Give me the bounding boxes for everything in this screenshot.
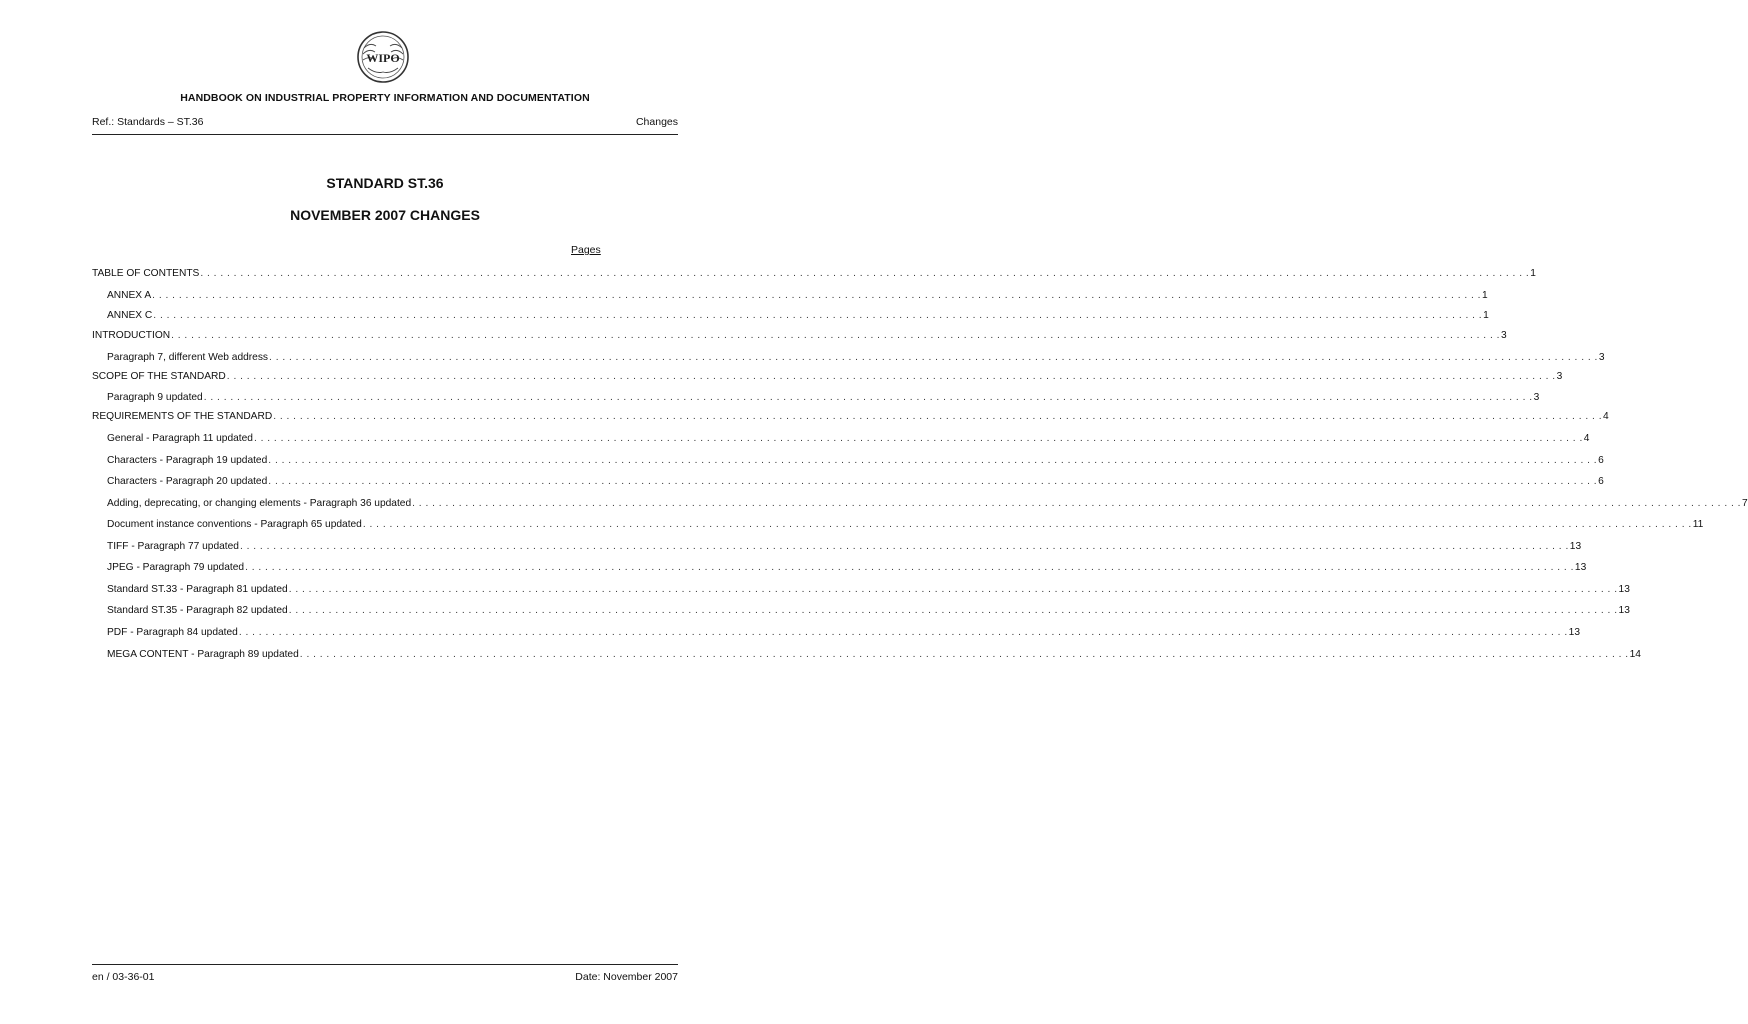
toc-entry-page: 3 — [1598, 352, 1605, 363]
toc-entry-page: 4 — [1583, 433, 1590, 444]
toc-entry[interactable] — [92, 267, 1536, 281]
document-date: Date: November 2007 — [575, 971, 678, 983]
toc-leader-dots: . . . . . . . . . . . . . . . . . . . . . . . . . . . . . . . . . . . . . . . . . . . . . . . . . . . . . . . . . . . . . . . . . . . . . . . . . . . . . . . . . . . . . . . . . . . . . . . . . . . . . . . . . . . . . . . . . . . . . . . . . . . . . . . . . . . . . . . . . . . . . . . . . . . . . . . . . . . . . . . . . . . . . . . . . . . . . . . . . . . . . . . . . . . . . . . . . . . . . . . . — [226, 371, 1556, 382]
toc-entry[interactable] — [107, 540, 1582, 554]
toc-entry-page: 13 — [1574, 562, 1587, 573]
toc-entry-label: Document instance conventions - Paragraph 65 updated — [107, 519, 362, 530]
toc-entry-label: Standard ST.33 - Paragraph 81 updated — [107, 584, 288, 595]
toc-entry-page: 13 — [1569, 541, 1582, 552]
toc-leader-dots: . . . . . . . . . . . . . . . . . . . . . . . . . . . . . . . . . . . . . . . . . . . . . . . . . . . . . . . . . . . . . . . . . . . . . . . . . . . . . . . . . . . . . . . . . . . . . . . . . . . . . . . . . . . . . . . . . . . . . . . . . . . . . . . . . . . . . . . . . . . . . . . . . . . . . . . . . . . . . . . . . . . . . . . . . . . . . . . . . . . . . . . . . . . . . . . . . . . . . . . . — [268, 476, 1598, 487]
toc-entry-label: ANNEX A — [107, 290, 152, 301]
toc-leader-dots: . . . . . . . . . . . . . . . . . . . . . . . . . . . . . . . . . . . . . . . . . . . . . . . . . . . . . . . . . . . . . . . . . . . . . . . . . . . . . . . . . . . . . . . . . . . . . . . . . . . . . . . . . . . . . . . . . . . . . . . . . . . . . . . . . . . . . . . . . . . . . . . . . . . . . . . . . . . . . . . . . . . . . . . . . . . . . . . . . . . . . . . . . . . . . . . . . . . . . . . . — [253, 433, 1583, 444]
toc-entry[interactable] — [107, 648, 1641, 662]
toc-entry[interactable] — [107, 309, 1489, 323]
toc-entry-page: 7 — [1741, 498, 1748, 509]
reference-label: Ref.: Standards – ST.36 — [92, 116, 204, 128]
toc-entry-page: 13 — [1568, 627, 1581, 638]
toc-entry[interactable] — [107, 432, 1590, 446]
toc-entry-page: 1 — [1483, 310, 1489, 321]
document-code: en / 03-36-01 — [92, 971, 155, 983]
toc-entry-page: 4 — [1603, 411, 1609, 422]
page-footer — [92, 964, 678, 987]
toc-entry-label: REQUIREMENTS OF THE STANDARD — [92, 411, 273, 422]
toc-entry-label: Paragraph 9 updated — [107, 392, 203, 403]
toc-entry[interactable] — [107, 518, 1704, 532]
toc-entry[interactable] — [107, 475, 1604, 489]
toc-leader-dots: . . . . . . . . . . . . . . . . . . . . . . . . . . . . . . . . . . . . . . . . . . . . . . . . . . . . . . . . . . . . . . . . . . . . . . . . . . . . . . . . . . . . . . . . . . . . . . . . . . . . . . . . . . . . . . . . . . . . . . . . . . . . . . . . . . . . . . . . . . . . . . . . . . . . . . . . . . . . . . . . . . . . . . . . . . . . . . . . . . . . . . . . . . . . . . . . . . . . . . . . — [153, 310, 1483, 321]
toc-entry[interactable] — [92, 410, 1609, 424]
toc-entry[interactable] — [107, 497, 1748, 511]
toc-leader-dots: . . . . . . . . . . . . . . . . . . . . . . . . . . . . . . . . . . . . . . . . . . . . . . . . . . . . . . . . . . . . . . . . . . . . . . . . . . . . . . . . . . . . . . . . . . . . . . . . . . . . . . . . . . . . . . . . . . . . . . . . . . . . . . . . . . . . . . . . . . . . . . . . . . . . . . . . . . . . . . . . . . . . . . . . . . . . . . . . . . . . . . . . . . . . . . . . . . . . . . . . — [200, 268, 1530, 279]
toc-entry-label: TIFF - Paragraph 77 updated — [107, 541, 239, 552]
section-label: Changes — [635, 116, 678, 128]
toc-leader-dots: . . . . . . . . . . . . . . . . . . . . . . . . . . . . . . . . . . . . . . . . . . . . . . . . . . . . . . . . . . . . . . . . . . . . . . . . . . . . . . . . . . . . . . . . . . . . . . . . . . . . . . . . . . . . . . . . . . . . . . . . . . . . . . . . . . . . . . . . . . . . . . . . . . . . . . . . . . . . . . . . . . . . . . . . . . . . . . . . . . . . . . . . . . . . . . . . . . . . . . . . — [152, 290, 1482, 301]
toc-entry-page: 3 — [1556, 371, 1563, 382]
toc-entry[interactable] — [107, 289, 1488, 303]
toc-leader-dots: . . . . . . . . . . . . . . . . . . . . . . . . . . . . . . . . . . . . . . . . . . . . . . . . . . . . . . . . . . . . . . . . . . . . . . . . . . . . . . . . . . . . . . . . . . . . . . . . . . . . . . . . . . . . . . . . . . . . . . . . . . . . . . . . . . . . . . . . . . . . . . . . . . . . . . . . . . . . . . . . . . . . . . . . . . . . . . . . . . . . . . . . . . . . . . . . . . . . . . . . — [269, 352, 1598, 363]
toc-entry-page: 14 — [1629, 649, 1641, 660]
reference-header — [92, 116, 678, 135]
toc-entry[interactable] — [107, 626, 1581, 640]
toc-leader-dots: . . . . . . . . . . . . . . . . . . . . . . . . . . . . . . . . . . . . . . . . . . . . . . . . . . . . . . . . . . . . . . . . . . . . . . . . . . . . . . . . . . . . . . . . . . . . . . . . . . . . . . . . . . . . . . . . . . . . . . . . . . . . . . . . . . . . . . . . . . . . . . . . . . . . . . . . . . . . . . . . . . . . . . . . . . . . . . . . . . . . . . . . . . . . . . . . . . . . . . . . — [288, 605, 1618, 616]
toc-entry[interactable] — [107, 604, 1630, 618]
wipo-logo — [356, 30, 410, 84]
toc-leader-dots: . . . . . . . . . . . . . . . . . . . . . . . . . . . . . . . . . . . . . . . . . . . . . . . . . . . . . . . . . . . . . . . . . . . . . . . . . . . . . . . . . . . . . . . . . . . . . . . . . . . . . . . . . . . . . . . . . . . . . . . . . . . . . . . . . . . . . . . . . . . . . . . . . . . . . . . . . . . . . . . . . . . . . . . . . . . . . . . . . . . . . . . . . . . . . . . . . . . . . . . . — [362, 519, 1692, 530]
toc-entry-page: 6 — [1598, 476, 1604, 487]
toc-entry-page: 13 — [1618, 605, 1630, 616]
toc-entry-label: PDF - Paragraph 84 updated — [107, 627, 238, 638]
pages-column-header: Pages — [571, 244, 601, 256]
toc-leader-dots: . . . . . . . . . . . . . . . . . . . . . . . . . . . . . . . . . . . . . . . . . . . . . . . . . . . . . . . . . . . . . . . . . . . . . . . . . . . . . . . . . . . . . . . . . . . . . . . . . . . . . . . . . . . . . . . . . . . . . . . . . . . . . . . . . . . . . . . . . . . . . . . . . . . . . . . . . . . . . . . . . . . . . . . . . . . . . . . . . . . . . . . . . . . . . . . . . . . . . . . . — [239, 541, 1569, 552]
toc-leader-dots: . . . . . . . . . . . . . . . . . . . . . . . . . . . . . . . . . . . . . . . . . . . . . . . . . . . . . . . . . . . . . . . . . . . . . . . . . . . . . . . . . . . . . . . . . . . . . . . . . . . . . . . . . . . . . . . . . . . . . . . . . . . . . . . . . . . . . . . . . . . . . . . . . . . . . . . . . . . . . . . . . . . . . . . . . . . . . . . . . . . . . . . . . . . . . . . . . . . . . . . . — [238, 627, 1568, 638]
toc-entry-label: Characters - Paragraph 19 updated — [107, 455, 268, 466]
toc-leader-dots: . . . . . . . . . . . . . . . . . . . . . . . . . . . . . . . . . . . . . . . . . . . . . . . . . . . . . . . . . . . . . . . . . . . . . . . . . . . . . . . . . . . . . . . . . . . . . . . . . . . . . . . . . . . . . . . . . . . . . . . . . . . . . . . . . . . . . . . . . . . . . . . . . . . . . . . . . . . . . . . . . . . . . . . . . . . . . . . . . . . . . . . . . . . . . . . . . . . . . . . . — [245, 562, 1574, 573]
toc-entry[interactable] — [107, 561, 1587, 575]
toc-entry-label: General - Paragraph 11 updated — [107, 433, 253, 444]
toc-entry-page: 3 — [1500, 330, 1507, 341]
toc-entry-page: 1 — [1530, 268, 1536, 279]
document-title: STANDARD ST.36 — [326, 175, 444, 191]
toc-entry-label: Characters - Paragraph 20 updated — [107, 476, 268, 487]
toc-entry[interactable] — [92, 329, 1507, 343]
toc-entry-page: 3 — [1533, 392, 1540, 403]
document-subtitle: NOVEMBER 2007 CHANGES — [290, 207, 480, 223]
toc-entry[interactable] — [107, 583, 1630, 597]
toc-entry-page: 1 — [1482, 290, 1488, 301]
toc-entry-label: Paragraph 7, different Web address — [107, 352, 269, 363]
toc-entry-page: 13 — [1618, 584, 1630, 595]
toc-leader-dots: . . . . . . . . . . . . . . . . . . . . . . . . . . . . . . . . . . . . . . . . . . . . . . . . . . . . . . . . . . . . . . . . . . . . . . . . . . . . . . . . . . . . . . . . . . . . . . . . . . . . . . . . . . . . . . . . . . . . . . . . . . . . . . . . . . . . . . . . . . . . . . . . . . . . . . . . . . . . . . . . . . . . . . . . . . . . . . . . . . . . . . . . . . . . . . . . . . . . . . . . — [288, 584, 1618, 595]
handbook-title: HANDBOOK ON INDUSTRIAL PROPERTY INFORMATION AND DOCUMENTATION — [180, 92, 590, 104]
toc-entry[interactable] — [107, 454, 1604, 468]
toc-leader-dots: . . . . . . . . . . . . . . . . . . . . . . . . . . . . . . . . . . . . . . . . . . . . . . . . . . . . . . . . . . . . . . . . . . . . . . . . . . . . . . . . . . . . . . . . . . . . . . . . . . . . . . . . . . . . . . . . . . . . . . . . . . . . . . . . . . . . . . . . . . . . . . . . . . . . . . . . . . . . . . . . . . . . . . . . . . . . . . . . . . . . . . . . . . . . . . . . . . . . . . . . — [273, 411, 1603, 422]
toc-entry[interactable] — [107, 351, 1605, 365]
toc-entry-label: Adding, deprecating, or changing elements - Paragraph 36 updated — [107, 498, 412, 509]
toc-entry[interactable] — [107, 391, 1540, 405]
toc-entry[interactable] — [92, 370, 1563, 384]
toc-entry-label: TABLE OF CONTENTS — [92, 268, 200, 279]
svg-text:WIPO: WIPO — [366, 51, 400, 65]
toc-entry-label: SCOPE OF THE STANDARD — [92, 371, 226, 382]
toc-entry-label: INTRODUCTION — [92, 330, 171, 341]
toc-entry-page: 6 — [1598, 455, 1604, 466]
toc-entry-label: Standard ST.35 - Paragraph 82 updated — [107, 605, 288, 616]
toc-entry-page: 11 — [1692, 519, 1704, 530]
toc-entry-label: ANNEX C — [107, 310, 153, 321]
toc-leader-dots: . . . . . . . . . . . . . . . . . . . . . . . . . . . . . . . . . . . . . . . . . . . . . . . . . . . . . . . . . . . . . . . . . . . . . . . . . . . . . . . . . . . . . . . . . . . . . . . . . . . . . . . . . . . . . . . . . . . . . . . . . . . . . . . . . . . . . . . . . . . . . . . . . . . . . . . . . . . . . . . . . . . . . . . . . . . . . . . . . . . . . . . . . . . . . . . . . . . . . . . . — [299, 649, 1629, 660]
toc-leader-dots: . . . . . . . . . . . . . . . . . . . . . . . . . . . . . . . . . . . . . . . . . . . . . . . . . . . . . . . . . . . . . . . . . . . . . . . . . . . . . . . . . . . . . . . . . . . . . . . . . . . . . . . . . . . . . . . . . . . . . . . . . . . . . . . . . . . . . . . . . . . . . . . . . . . . . . . . . . . . . . . . . . . . . . . . . . . . . . . . . . . . . . . . . . . . . . . . . . . . . . . . — [268, 455, 1598, 466]
toc-leader-dots: . . . . . . . . . . . . . . . . . . . . . . . . . . . . . . . . . . . . . . . . . . . . . . . . . . . . . . . . . . . . . . . . . . . . . . . . . . . . . . . . . . . . . . . . . . . . . . . . . . . . . . . . . . . . . . . . . . . . . . . . . . . . . . . . . . . . . . . . . . . . . . . . . . . . . . . . . . . . . . . . . . . . . . . . . . . . . . . . . . . . . . . . . . . . . . . . . . . . . . . . — [412, 498, 1741, 509]
toc-leader-dots: . . . . . . . . . . . . . . . . . . . . . . . . . . . . . . . . . . . . . . . . . . . . . . . . . . . . . . . . . . . . . . . . . . . . . . . . . . . . . . . . . . . . . . . . . . . . . . . . . . . . . . . . . . . . . . . . . . . . . . . . . . . . . . . . . . . . . . . . . . . . . . . . . . . . . . . . . . . . . . . . . . . . . . . . . . . . . . . . . . . . . . . . . . . . . . . . . . . . . . . . — [171, 330, 1500, 341]
toc-leader-dots: . . . . . . . . . . . . . . . . . . . . . . . . . . . . . . . . . . . . . . . . . . . . . . . . . . . . . . . . . . . . . . . . . . . . . . . . . . . . . . . . . . . . . . . . . . . . . . . . . . . . . . . . . . . . . . . . . . . . . . . . . . . . . . . . . . . . . . . . . . . . . . . . . . . . . . . . . . . . . . . . . . . . . . . . . . . . . . . . . . . . . . . . . . . . . . . . . . . . . . . . — [203, 392, 1533, 403]
toc-entry-label: MEGA CONTENT - Paragraph 89 updated — [107, 649, 299, 660]
toc-entry-label: JPEG - Paragraph 79 updated — [107, 562, 245, 573]
